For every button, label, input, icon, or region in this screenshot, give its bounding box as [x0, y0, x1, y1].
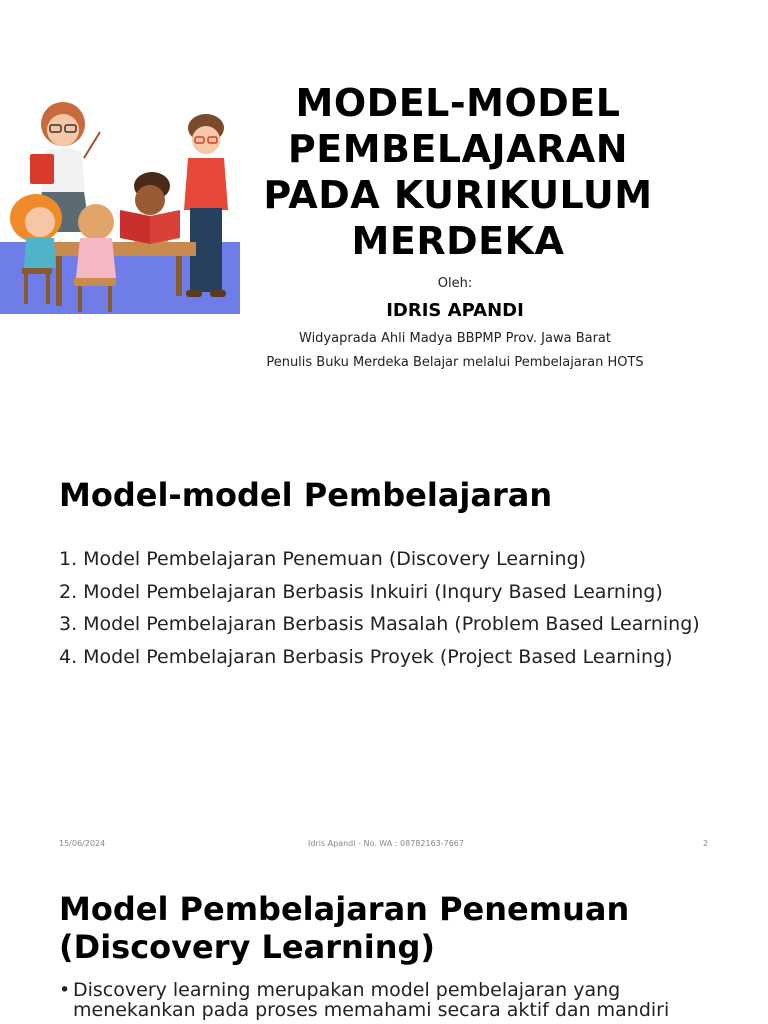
models-list-slide [0, 455, 768, 855]
list-item: 3. Model Pembelajaran Berbasis Masalah (Problem Based Learning) [59, 613, 700, 635]
footer-date: 15/06/2024 [59, 839, 106, 848]
list-item: 1. Model Pembelajaran Penemuan (Discovery Learning) [59, 548, 587, 570]
classroom-illustration [0, 92, 240, 318]
models-list [59, 543, 700, 673]
discovery-learning-slide [0, 880, 768, 1024]
bullet-icon: • [59, 979, 71, 1001]
bullet-item [59, 980, 699, 1020]
page-number: 2 [703, 839, 709, 848]
list-item: 4. Model Pembelajaran Berbasis Proyek (Project Based Learning) [59, 645, 673, 668]
by-label: Oleh: [437, 276, 473, 291]
slide-title [59, 890, 719, 966]
title-line: PADA KURIKULUM [263, 173, 653, 217]
author-name: IDRIS APANDI [386, 300, 524, 321]
title-line: (Discovery Learning) [59, 928, 436, 966]
title-line: MODEL-MODEL [295, 81, 621, 125]
title-line: Model Pembelajaran Penemuan [59, 890, 630, 928]
author-role: Widyaprada Ahli Madya BBPMP Prov. Jawa Barat [299, 331, 611, 346]
list-item: 2. Model Pembelajaran Berbasis Inkuiri (Inqury Based Learning) [59, 580, 663, 603]
title-line: PEMBELAJARAN [287, 127, 629, 171]
title-line: MERDEKA [351, 219, 565, 263]
slide-title: Model-model Pembelajaran [59, 476, 553, 514]
title-slide [0, 0, 768, 400]
presentation-title [248, 80, 668, 264]
bullet-text: Discovery learning merupakan model pembelajaran yang menekankan pada proses memahami secara aktif dan mandiri [73, 979, 670, 1021]
footer-contact: Idris Apandi - No. WA : 08782163-7667 [308, 839, 464, 848]
book-icon [120, 210, 180, 244]
author-book: Penulis Buku Merdeka Belajar melalui Pembelajaran HOTS [266, 355, 644, 370]
teacher-man-icon [184, 114, 228, 297]
